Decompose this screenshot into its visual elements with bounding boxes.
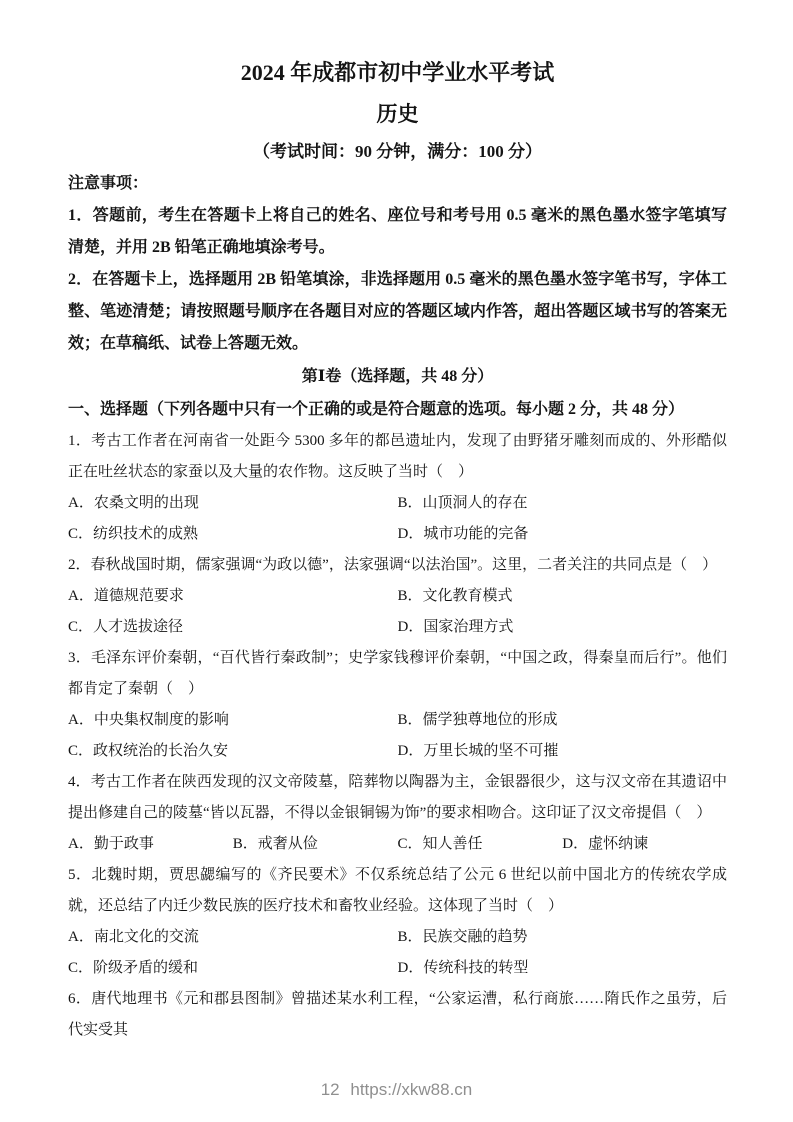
section-1-title: 第Ⅰ卷（选择题，共 48 分） [301, 368, 494, 385]
question-4-option-a: A．勤于政事 [68, 836, 154, 852]
question-5-option-b: B．民族交融的趋势 [397, 929, 528, 945]
question-4-option-c: C．知人善任 [397, 836, 483, 852]
notice-item-2: 2．在答题卡上，选择题用 2B 铅笔填涂，非选择题用 0.5 毫米的黑色墨水签字笔书写，字体工整、笔迹清楚；请按照题号顺序在各题目对应的答题区域内作答，超出答题区域书写的答案无效；在草稿纸、试卷上答题无效。 [68, 271, 727, 352]
question-3-stem: 3．毛泽东评价秦朝，“百代皆行秦政制”；史学家钱穆评价秦朝，“中国之政，得秦皇而后行”。他们都肯定了秦朝（ ） [68, 650, 727, 697]
question-4 [68, 767, 727, 860]
question-1 [68, 426, 727, 550]
question-1-option-c: C．纺织技术的成熟 [68, 526, 199, 542]
question-1-options [68, 488, 727, 550]
question-2-options [68, 581, 727, 643]
question-1-option-d: D．城市功能的完备 [397, 526, 529, 542]
question-2-stem: 2．春秋战国时期，儒家强调“为政以德”，法家强调“以法治国”。这里，二者关注的共同点是（ ） [68, 557, 718, 573]
question-5-options [68, 922, 727, 984]
question-3-option-a: A．中央集权制度的影响 [68, 712, 229, 728]
question-4-option-d: D．虚怀纳谏 [562, 836, 649, 852]
exam-subject: 历史 [376, 102, 419, 126]
question-2-option-b: B．文化教育模式 [397, 588, 513, 604]
footer-url: https://xkw88.cn [350, 1080, 473, 1099]
question-5-option-d: D．传统科技的转型 [397, 960, 529, 976]
question-1-option-a: A．农桑文明的出现 [68, 495, 199, 511]
notice-heading: 注意事项： [68, 175, 149, 192]
question-6-stem: 6．唐代地理书《元和郡县图制》曾描述某水利工程，“公家运漕，私行商旅……隋氏作之虽劳，后代实受其 [68, 991, 727, 1038]
question-5 [68, 860, 727, 984]
question-6 [68, 984, 727, 1046]
question-2-option-d: D．国家治理方式 [397, 619, 514, 635]
question-3 [68, 643, 727, 767]
page-footer [0, 1080, 793, 1100]
question-4-option-b: B．戒奢从俭 [232, 836, 318, 852]
section-1-instructions: 一、选择题（下列各题中只有一个正确的或是符合题意的选项。每小题 2 分，共 48 分） [68, 401, 685, 418]
question-3-option-d: D．万里长城的坚不可摧 [397, 743, 559, 759]
notice-item-1: 1．答题前，考生在答题卡上将自己的姓名、座位号和考号用 0.5 毫米的黑色墨水签字笔填写清楚，并用 2B 铅笔正确地填涂考号。 [68, 207, 727, 256]
question-5-option-c: C．阶级矛盾的缓和 [68, 960, 199, 976]
question-2-option-c: C．人才选拔途径 [68, 619, 184, 635]
question-2-option-a: A．道德规范要求 [68, 588, 184, 604]
page-number: 12 [320, 1080, 340, 1099]
question-2 [68, 550, 727, 643]
exam-info: （考试时间：90 分钟，满分：100 分） [253, 142, 542, 161]
question-5-option-a: A．南北文化的交流 [68, 929, 199, 945]
question-3-options [68, 705, 727, 767]
question-1-stem: 1．考古工作者在河南省一处距今 5300 多年的都邑遗址内，发现了由野猪牙雕刻而成的、外形酷似正在吐丝状态的家蚕以及大量的农作物。这反映了当时（ ） [68, 433, 727, 480]
question-4-options [68, 829, 727, 860]
exam-title: 2024 年成都市初中学业水平考试 [240, 60, 555, 85]
question-5-stem: 5．北魏时期，贾思勰编写的《齐民要术》不仅系统总结了公元 6 世纪以前中国北方的传统农学成就，还总结了内迁少数民族的医疗技术和畜牧业经验。这体现了当时（ ） [68, 867, 727, 914]
question-4-stem: 4．考古工作者在陕西发现的汉文帝陵墓，陪葬物以陶器为主，金银器很少，这与汉文帝在其遗诏中提出修建自己的陵墓“皆以瓦器，不得以金银铜锡为饰”的要求相吻合。这印证了汉文帝提倡（ ） [68, 774, 727, 821]
question-3-option-c: C．政权统治的长治久安 [68, 743, 229, 759]
question-1-option-b: B．山顶洞人的存在 [397, 495, 528, 511]
question-3-option-b: B．儒学独尊地位的形成 [397, 712, 558, 728]
